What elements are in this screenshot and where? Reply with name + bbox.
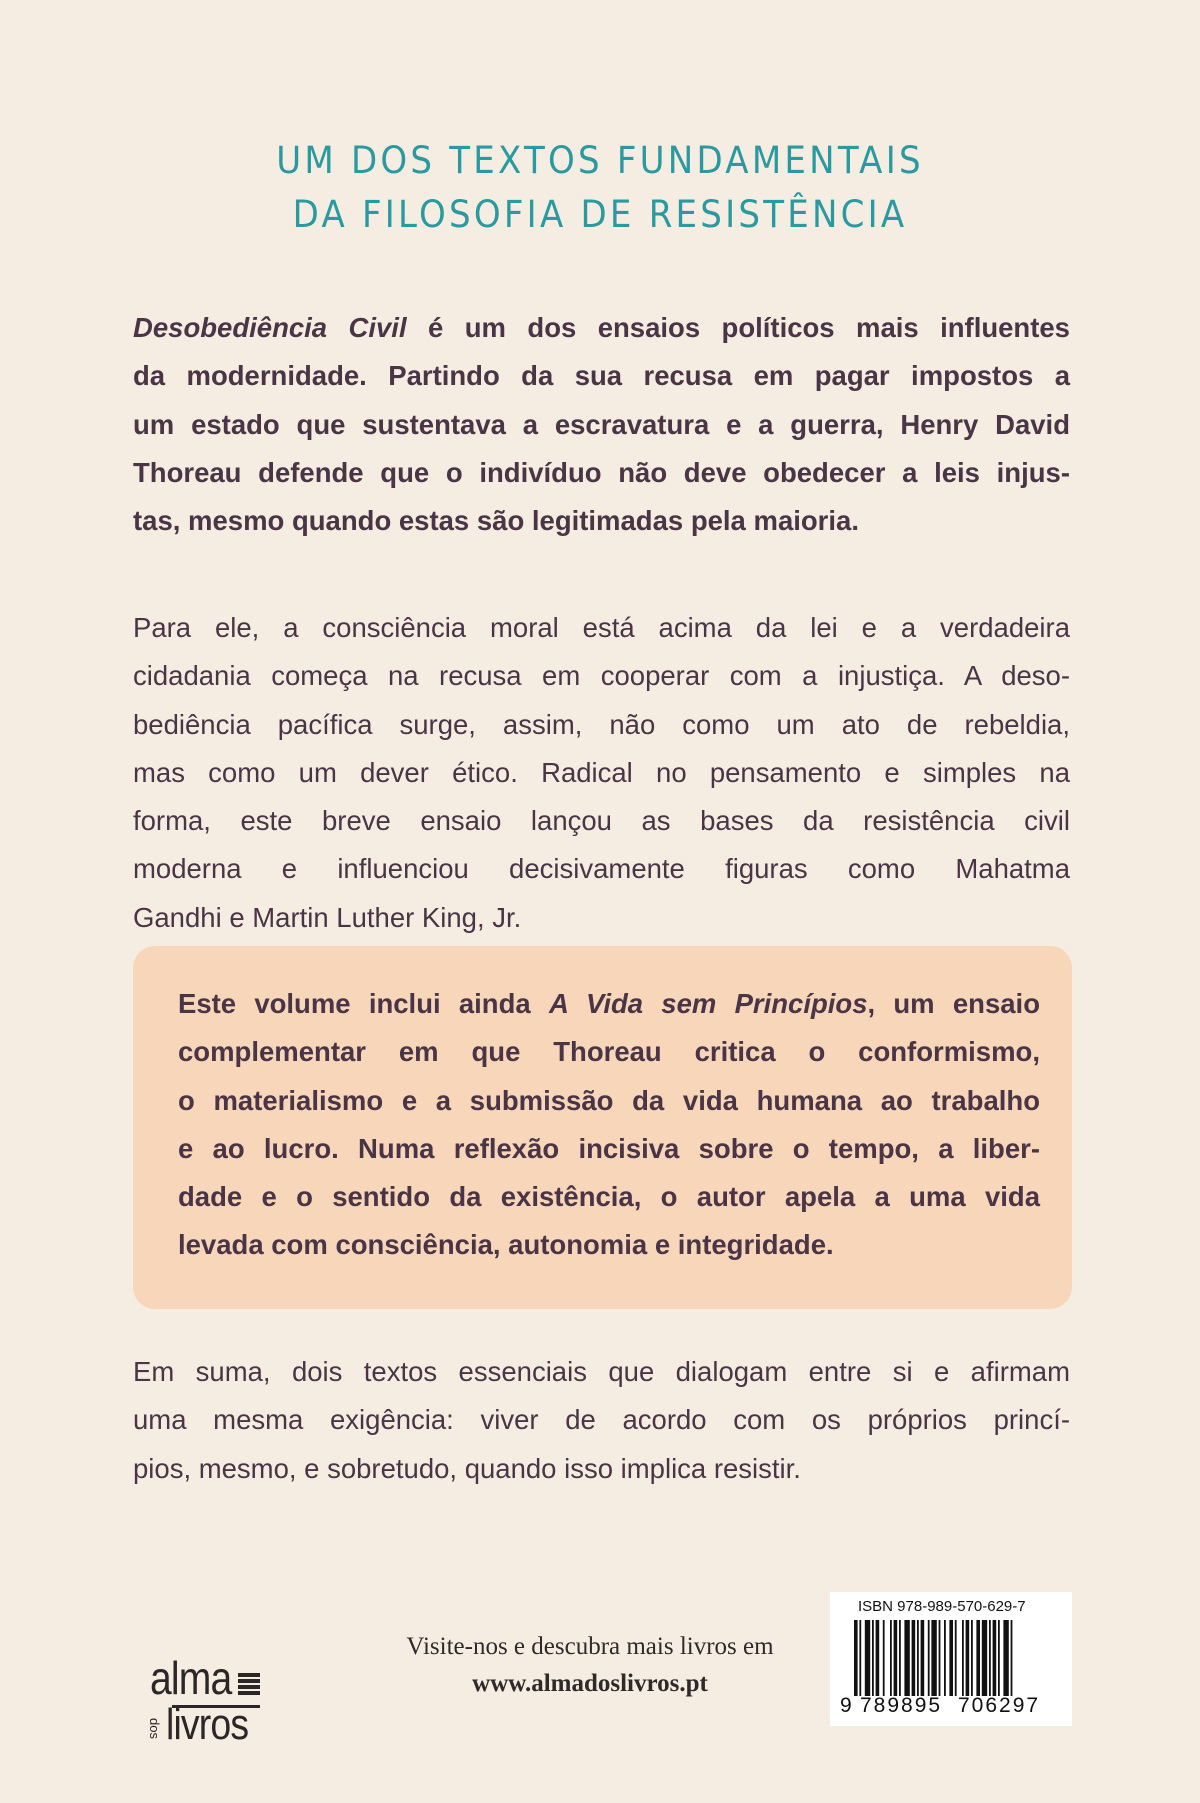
text-line: pios, mesmo, e sobretudo, quando isso implica resistir. bbox=[133, 1452, 801, 1484]
text-line bbox=[178, 980, 1040, 1028]
text-line: Gandhi e Martin Luther King, Jr. bbox=[133, 901, 522, 933]
text-line: moderna e influenciou decisivamente figuras como Mahatma bbox=[133, 853, 1070, 885]
barcode-bar bbox=[962, 1620, 964, 1696]
text-line: e ao lucro. Numa reflexão incisiva sobre o tempo, a liber- bbox=[178, 1132, 1040, 1164]
barcode-bar bbox=[971, 1620, 973, 1696]
text-segment: Este volume inclui ainda bbox=[178, 988, 549, 1019]
logo-bottom: livros bbox=[166, 1700, 249, 1749]
text-line: da modernidade. Partindo da sua recusa em pagar impostos a bbox=[133, 360, 1070, 392]
barcode-bar bbox=[955, 1620, 957, 1696]
text-line: forma, este breve ensaio lançou as bases da resistência civil bbox=[133, 805, 1070, 837]
barcode-bar bbox=[894, 1620, 898, 1696]
book-title: A Vida sem Princípios bbox=[548, 988, 868, 1019]
barcode-bar bbox=[872, 1620, 874, 1696]
closing-paragraph bbox=[133, 1348, 1070, 1493]
barcode-digit: 9 bbox=[840, 1694, 852, 1717]
barcode-bar bbox=[912, 1620, 916, 1696]
visit-text: Visite-nos e descubra mais livros em bbox=[406, 1633, 774, 1660]
text-line: Para ele, a consciência moral está acima da lei e a verdadeira bbox=[133, 612, 1070, 643]
heading-line: UM DOS TEXTOS FUNDAMENTAIS bbox=[276, 139, 924, 182]
highlight-paragraph bbox=[178, 980, 1040, 1270]
logo-top: alma bbox=[150, 1652, 232, 1704]
isbn-barcode bbox=[830, 1592, 1072, 1726]
barcode-bar bbox=[859, 1620, 861, 1696]
barcode-bar bbox=[982, 1620, 987, 1696]
text-line: mas como um dever ético. Radical no pensamento e simples na bbox=[133, 756, 1070, 788]
cover-heading bbox=[0, 134, 1200, 242]
barcode-bar bbox=[949, 1620, 953, 1696]
barcode-digits-right: 706297 bbox=[958, 1694, 1041, 1717]
text-line: Thoreau defende que o indivíduo não deve obedecer a leis injus- bbox=[133, 456, 1070, 488]
barcode-bar bbox=[899, 1620, 901, 1696]
text-line: cidadania começa na recusa em cooperar com a injustiça. A deso- bbox=[133, 660, 1070, 692]
barcode-bar bbox=[989, 1620, 991, 1696]
barcode-bar bbox=[1003, 1620, 1008, 1696]
barcode-bar bbox=[917, 1620, 919, 1696]
barcode-bar bbox=[921, 1620, 925, 1696]
barcode-bar bbox=[854, 1620, 858, 1696]
barcode-bar bbox=[931, 1620, 936, 1696]
logo-side: dos bbox=[146, 1718, 162, 1739]
text-line: levada com consciência, autonomia e integridade. bbox=[178, 1229, 834, 1261]
barcode-bar bbox=[966, 1620, 970, 1696]
highlight-box bbox=[133, 946, 1072, 1309]
text-line: tas, mesmo quando estas são legitimadas pela maioria. bbox=[133, 505, 859, 537]
website-link[interactable]: www.almadoslivros.pt bbox=[472, 1670, 708, 1697]
text-line: o materialismo e a submissão da vida humana ao trabalho bbox=[178, 1084, 1040, 1116]
text-line: dade e o sentido da existência, o autor apela a uma vida bbox=[178, 1181, 1040, 1213]
barcode-bars bbox=[854, 1620, 1054, 1696]
barcode-bar bbox=[883, 1620, 885, 1696]
barcode-bar bbox=[1011, 1620, 1013, 1696]
text-segment: , um ensaio bbox=[867, 988, 1040, 1019]
barcode-bar bbox=[939, 1620, 941, 1696]
barcode-bar bbox=[876, 1620, 880, 1696]
barcode-bar bbox=[928, 1620, 930, 1696]
barcode-digits-left: 789895 bbox=[860, 1694, 943, 1717]
publisher-logo bbox=[146, 1652, 270, 1749]
text-line: um estado que sustentava a escravatura e a guerra, Henry David bbox=[133, 408, 1070, 440]
barcode-bar bbox=[890, 1620, 892, 1696]
text-line: uma mesma exigência: viver de acordo com os próprios princí- bbox=[133, 1404, 1070, 1436]
heading-line: DA FILOSOFIA DE RESISTÊNCIA bbox=[292, 193, 908, 236]
text-line: complementar em que Thoreau critica o conformismo, bbox=[178, 1036, 1040, 1068]
barcode-bar bbox=[998, 1620, 1000, 1696]
barcode-bar bbox=[944, 1620, 946, 1696]
barcode-bar bbox=[993, 1620, 997, 1696]
text-line bbox=[133, 304, 1070, 352]
text-line: Em suma, dois textos essenciais que dialogam entre si e afirmam bbox=[133, 1356, 1070, 1387]
logo-stack-icon bbox=[238, 1673, 260, 1695]
intro-paragraph bbox=[133, 304, 1070, 545]
barcode-bar bbox=[865, 1620, 870, 1696]
text-segment: é um dos ensaios políticos mais influentes bbox=[406, 312, 1070, 343]
isbn-label: ISBN 978-989-570-629-7 bbox=[858, 1598, 1026, 1615]
barcode-bar bbox=[904, 1620, 909, 1696]
book-title: Desobediência Civil bbox=[133, 312, 407, 343]
body-paragraph bbox=[133, 604, 1070, 942]
text-line: bediência pacífica surge, assim, não como um ato de rebeldia, bbox=[133, 708, 1070, 740]
barcode-bar bbox=[976, 1620, 980, 1696]
